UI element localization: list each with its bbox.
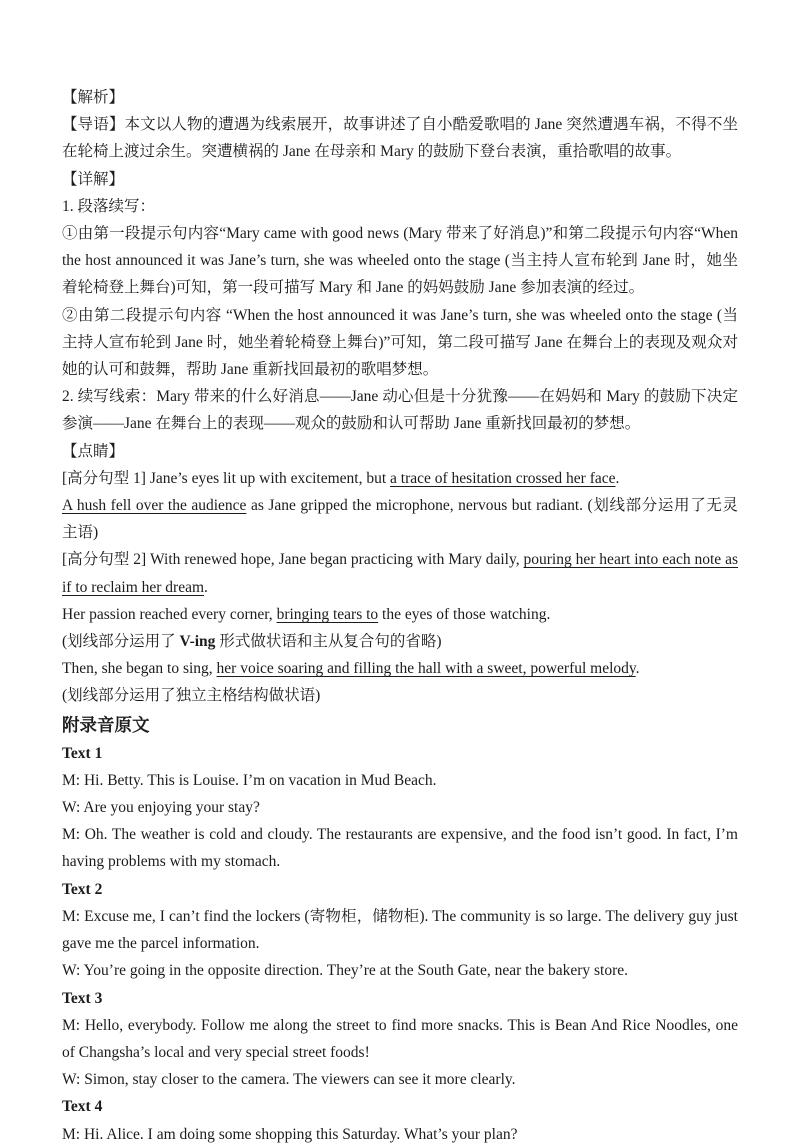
- text-run: 【导语】本文以人物的遭遇为线索展开，故事讲述了自小酷爱歌唱的 Jane 突然遭遇车祸，不得不坐在轮椅上渡过余生。突遭横祸的 Jane 在母亲和 Mary 的鼓励下登台表演，重拾歌唱的故事。: [62, 116, 738, 161]
- dialogue-line: [62, 821, 738, 875]
- list-item-continuation-writing: [62, 193, 738, 220]
- dialogue-line: [62, 957, 738, 984]
- text-run: 【点睛】: [62, 442, 125, 460]
- sentence-model-3-example: [62, 655, 738, 682]
- section-label-details: [62, 166, 738, 193]
- text-run: Her passion reached every corner,: [62, 605, 277, 623]
- dialogue-line: [62, 903, 738, 957]
- text-run: W: Are you enjoying your stay?: [62, 799, 260, 817]
- bold-term: V-ing: [179, 633, 216, 651]
- underlined-phrase: a trace of hesitation crossed her face: [390, 469, 616, 487]
- text-run: [高分句型 1] Jane’s eyes lit up with excitement, but: [62, 469, 391, 487]
- paragraph-introduction: [62, 111, 738, 165]
- text-run: (划线部分运用了独立主格结构做状语): [62, 687, 321, 705]
- sentence-model-2: [62, 546, 738, 600]
- text-run: Text 4: [62, 1098, 103, 1116]
- text2-heading: [62, 876, 738, 903]
- text4-heading: [62, 1093, 738, 1120]
- underlined-phrase: her voice soaring and filling the hall with a sweet, powerful melody: [216, 660, 636, 678]
- text-run: Text 2: [62, 880, 103, 898]
- text-run: the eyes of those watching.: [378, 605, 551, 623]
- text-run: W: Simon, stay closer to the camera. The viewers can see it more clearly.: [62, 1071, 516, 1089]
- dialogue-line: [62, 1012, 738, 1066]
- text-run: .: [635, 660, 640, 678]
- text-run: Text 3: [62, 989, 103, 1007]
- underlined-phrase: A hush fell over the audience: [62, 497, 247, 515]
- annotation-absolute-construction: [62, 682, 738, 709]
- text-run: .: [615, 469, 620, 487]
- list-item-writing-clues: [62, 383, 738, 437]
- text-run: ①由第一段提示句内容“Mary came with good news (Mary 带来了好消息)”和第二段提示句内容“When the host announced it was Jane’s turn, she was wheeled onto the stage (当主持人宣布轮到 Jane 时，她坐着轮椅登上舞台)可知，第一段可描写 Mary 和 Jane 的妈妈鼓励 Jane 参加表演的经过。: [62, 225, 738, 297]
- sentence-model-1-example: [62, 492, 738, 546]
- sentence-model-1: [62, 465, 738, 492]
- text-run: 2. 续写线索：Mary 带来的什么好消息——Jane 动心但是十分犹豫——在妈妈和 Mary 的鼓励下决定参演——Jane 在舞台上的表现——观众的鼓励和认可帮助 Jane 重新找回最初的梦想。: [62, 388, 738, 433]
- dialogue-line: [62, 1066, 738, 1093]
- sentence-model-2-example: [62, 601, 738, 628]
- text-run: [高分句型 2] With renewed hope, Jane began practicing with Mary daily,: [62, 551, 524, 569]
- text3-heading: [62, 985, 738, 1012]
- text-run: 【解析】: [62, 89, 125, 106]
- dialogue-line: [62, 1121, 738, 1148]
- annotation-ving: [62, 628, 738, 655]
- text1-heading: [62, 740, 738, 767]
- paragraph-hint-1: [62, 220, 738, 302]
- text-run: M: Hi. Betty. This is Louise. I’m on vacation in Mud Beach.: [62, 771, 437, 789]
- text-run: M: Hi. Alice. I am doing some shopping this Saturday. What’s your plan?: [62, 1125, 518, 1143]
- text-run: M: Hello, everybody. Follow me along the street to find more snacks. This is Bean And Rice Noodles, one of Changsha’s local and very special street foods!: [62, 1016, 738, 1061]
- section-label-analysis: [62, 84, 738, 111]
- text-run: as Jane gripped the microphone, nervous but radiant. (划线部分运用了无灵主语): [62, 497, 738, 542]
- text-run: M: Oh. The weather is cold and cloudy. The restaurants are expensive, and the food isn’t good. In fact, I’m having problems with my stomach.: [62, 826, 738, 871]
- dialogue-line: [62, 794, 738, 821]
- text-run: 形式做状语和主从复合句的省略): [215, 633, 442, 651]
- text-run: 1. 段落续写：: [62, 197, 156, 215]
- text-run: Text 1: [62, 744, 103, 762]
- text-run: 附录音原文: [62, 714, 150, 735]
- paragraph-hint-2: [62, 302, 738, 384]
- underlined-phrase: pouring her heart into each note as if to reclaim her dream: [62, 551, 738, 596]
- text-run: M: Excuse me, I can’t find the lockers (寄物柜，储物柜). The community is so large. The delivery guy just gave me the parcel information.: [62, 907, 738, 953]
- text-run: 【详解】: [62, 170, 125, 188]
- appendix-heading: [62, 710, 738, 740]
- text-run: (划线部分运用了: [62, 633, 180, 651]
- text-run: .: [204, 578, 208, 596]
- dialogue-line: [62, 767, 738, 794]
- text-run: W: You’re going in the opposite direction. They’re at the South Gate, near the bakery store.: [62, 962, 629, 980]
- section-label-highlights: [62, 438, 738, 465]
- text-run: Then, she began to sing,: [62, 660, 217, 678]
- underlined-phrase: bringing tears to: [276, 605, 379, 623]
- text-run: ②由第二段提示句内容 “When the host announced it was Jane’s turn, she was wheeled onto the stage (当主持人宣布轮到 Jane 时，她坐着轮椅登上舞台)”可知，第二段可描写 Jane 在舞台上的表现及观众对她的认可和鼓舞，帮助 Jane 重新找回最初的歌唱梦想。: [62, 306, 738, 379]
